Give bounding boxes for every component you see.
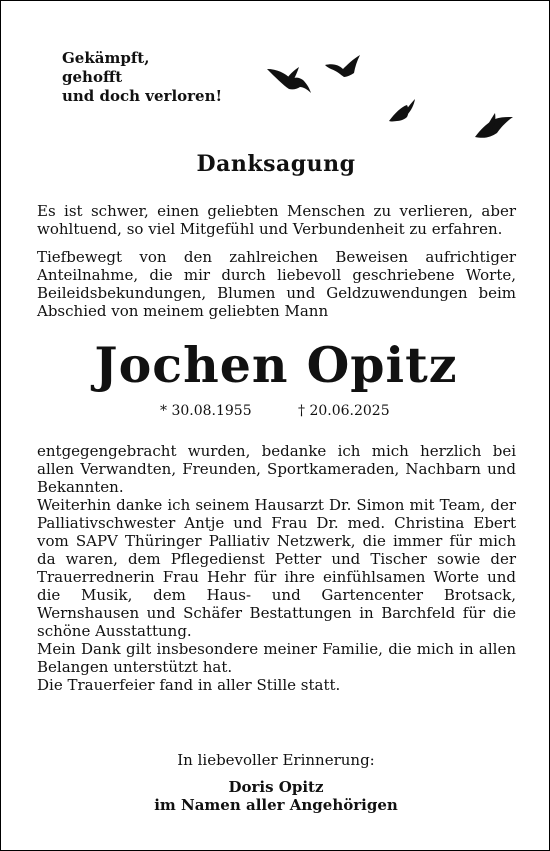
paragraph-text: Mein Dank gilt insbesondere meiner Familie, die mich in allen Belangen unterstützt hat. <box>37 640 516 676</box>
flying-birds-icon <box>259 47 519 147</box>
paragraph-body <box>37 442 516 694</box>
death-date: † 20.06.2025 <box>298 403 390 419</box>
birth-date: * 30.08.1955 <box>160 403 252 419</box>
paragraph-text: Weiterhin danke ich seinem Hausarzt Dr. Simon mit Team, der Palliativschwester Antje und Frau Dr. med. Christina Ebert vom SAPV Thüringer Palliativ Netzwerk, die immer für mich da waren, dem Pflegedienst Petter und Tischer sowie der Trauerrednerin Frau Hehr für ihre einfühlsamen Worte und die Musik, dem Haus- und Gartencenter Brotsack, Wernshausen und Schäfer Bestattungen in Barchfeld für die schöne Ausstattung. <box>37 496 516 640</box>
paragraph-thanks <box>37 248 516 320</box>
paragraph-text: Tiefbewegt von den zahlreichen Beweisen aufrichtiger Anteilnahme, die mir durch liebevoll geschriebene Worte, Beileidsbekundungen, Blumen und Geldzuwendungen beim Abschied von meinem geliebten Mann <box>37 248 516 320</box>
motto-line-2: gehofft <box>62 68 123 86</box>
closing-line: In liebevoller Erinnerung: <box>177 751 375 769</box>
paragraph-text: Die Trauerfeier fand in aller Stille statt. <box>37 676 341 694</box>
page-title: Danksagung <box>196 151 356 177</box>
signatory-note: im Namen aller Angehörigen <box>154 796 398 814</box>
motto <box>62 49 222 106</box>
paragraph-text: entgegengebracht wurden, bedanke ich mich herzlich bei allen Verwandten, Freunden, Sportkameraden, Nachbarn und Bekannten. <box>37 442 516 496</box>
motto-line-1: Gekämpft, <box>62 49 150 67</box>
bird-icon-2 <box>325 55 360 77</box>
signatory-name: Doris Opitz <box>228 778 324 796</box>
motto-line-3: und doch verloren! <box>62 87 223 105</box>
paragraph-intro <box>37 202 516 238</box>
deceased-name: Jochen Opitz <box>94 336 458 394</box>
paragraph-text: Es ist schwer, einen geliebten Menschen zu verlieren, aber wohltuend, so viel Mitgefühl und Verbundenheit zu erfahren. <box>37 202 516 238</box>
